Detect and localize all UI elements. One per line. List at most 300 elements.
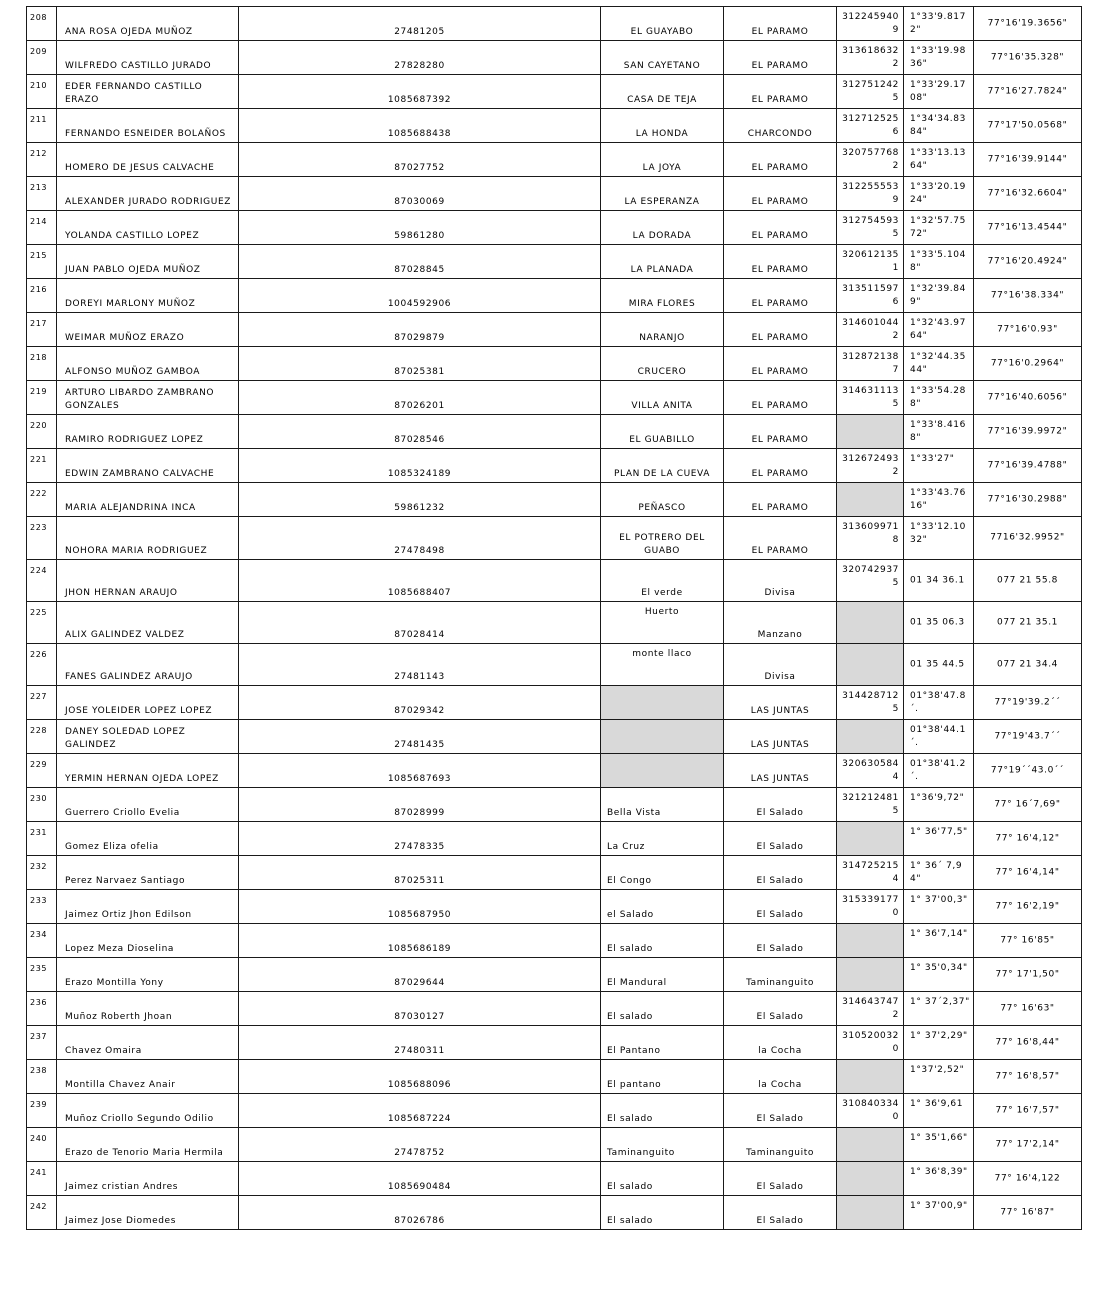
latitude-cell [904,788,974,822]
telefono-cell-text: 3122459409 [842,12,899,35]
vereda-cell-text: MIRA FLORES [628,299,696,309]
latitude-cell-text: 01 34 36.1 [910,575,965,585]
name-cell [57,1162,239,1196]
row-number-text: 215 [30,251,48,260]
latitude-cell [904,313,974,347]
longitude-cell-text: 77°16'13.4544" [987,222,1068,232]
longitude-cell-text: 77°16'39.4788" [987,460,1068,470]
latitude-cell-text: 1°33'19.9836" [910,46,966,69]
latitude-cell [904,7,974,41]
name-cell [57,177,239,211]
latitude-cell-text: 1° 35'0,34" [910,963,968,973]
vereda-cell [601,483,724,517]
id-number-cell [239,177,601,211]
id-number-cell [239,109,601,143]
municipio-cell [724,1060,837,1094]
name-cell [57,1196,239,1230]
municipio-cell-text: EL PARAMO [751,503,809,513]
row-number-text: 220 [30,421,48,430]
telefono-cell-text: 3105200320 [842,1031,899,1054]
telefono-cell-text: 3122555539 [842,182,899,205]
id-number-cell-text: 1085324189 [387,469,452,479]
municipio-cell-text: EL PARAMO [751,61,809,71]
table-row [27,381,1082,415]
name-cell [57,381,239,415]
longitude-cell [974,279,1082,313]
municipio-cell-text: la Cocha [758,1080,802,1090]
latitude-cell-text: 1°33'8.4168" [910,420,966,443]
longitude-cell-text: 7716'32.9952" [990,532,1065,543]
municipio-cell [724,788,837,822]
row-number [27,686,57,720]
municipio-cell-text: EL PARAMO [751,197,809,207]
latitude-cell [904,279,974,313]
name-cell-text: Lopez Meza Dioselina [65,944,174,954]
name-cell-text: HOMERO DE JESUS CALVACHE [65,163,215,173]
id-number-cell [239,560,601,602]
row-number-text: 208 [30,13,48,22]
latitude-cell-text: 1° 35'1,66" [910,1133,968,1143]
row-number [27,992,57,1026]
id-number-cell-text: 1085687693 [387,774,452,784]
telefono-cell-text: 3128721387 [842,352,899,375]
municipio-cell [724,992,837,1026]
longitude-cell [974,483,1082,517]
municipio-cell [724,41,837,75]
row-number [27,720,57,754]
row-number-text: 222 [30,489,48,498]
vereda-cell [601,245,724,279]
municipio-cell-text: Taminanguito [746,1148,814,1158]
table-row [27,958,1082,992]
id-number-cell-text: 87030069 [394,197,445,207]
longitude-cell-text: 77° 16'2,19" [995,901,1060,911]
vereda-cell [601,381,724,415]
row-number-text: 219 [30,387,48,396]
municipio-cell [724,483,837,517]
id-number-cell-text: 87025311 [394,876,445,886]
longitude-cell-text: 77° 16'8,44" [995,1037,1060,1047]
latitude-cell [904,517,974,560]
municipio-cell [724,517,837,560]
row-number-text: 211 [30,115,48,124]
name-cell [57,41,239,75]
latitude-cell-text: 1°33'5.1048" [910,250,966,273]
latitude-cell [904,890,974,924]
longitude-cell-text: 77° 16'63" [1000,1003,1055,1013]
vereda-cell [601,788,724,822]
name-cell-text: ALFONSO MUÑOZ GAMBOA [65,367,201,377]
latitude-cell-text: 1°32'43.9764" [910,318,966,341]
id-number-cell-text: 87029879 [394,333,445,343]
vereda-cell-text: El Mandural [607,978,667,988]
longitude-cell [974,347,1082,381]
name-cell-text: Perez Narvaez Santiago [65,876,186,886]
latitude-cell-text: 1°33'43.7616" [910,488,966,511]
municipio-cell [724,754,837,788]
telefono-cell-text: 3146437472 [842,997,899,1020]
name-cell-text: ANA ROSA OJEDA MUÑOZ [65,27,193,37]
latitude-cell-text: 1° 36'77,5" [910,827,968,837]
latitude-cell [904,177,974,211]
table-row [27,1196,1082,1230]
telefono-cell-text: 3206121351 [842,250,899,273]
table-row [27,1162,1082,1196]
row-number [27,109,57,143]
telefono-cell-text: 3144287125 [842,691,899,714]
row-number-text: 224 [30,566,48,575]
table-row [27,686,1082,720]
table-row [27,517,1082,560]
latitude-cell-text: 1°32'57.7572" [910,216,966,239]
id-number-cell-text: 27828280 [394,61,445,71]
municipio-cell [724,686,837,720]
table-row [27,313,1082,347]
id-number-cell-text: 87027752 [394,163,445,173]
latitude-cell [904,347,974,381]
name-cell [57,602,239,644]
table-row [27,279,1082,313]
municipio-cell [724,1196,837,1230]
id-number-cell-text: 87029342 [394,706,445,716]
name-cell [57,992,239,1026]
vereda-cell [601,517,724,560]
latitude-cell [904,41,974,75]
id-number-cell [239,1162,601,1196]
row-number-text: 239 [30,1100,48,1109]
id-number-cell-text: 87029644 [394,978,445,988]
beneficiaries-table [26,6,1082,1230]
row-number [27,75,57,109]
municipio-cell-text: EL PARAMO [751,163,809,173]
longitude-cell [974,602,1082,644]
latitude-cell-text: 1° 37'00,3" [910,895,968,905]
row-number-text: 212 [30,149,48,158]
row-number-text: 227 [30,692,48,701]
vereda-cell-text: monte llaco [632,649,692,659]
telefono-cell [837,381,904,415]
vereda-cell [601,41,724,75]
name-cell-text: DOREYI MARLONY MUÑOZ [65,299,196,309]
latitude-cell-text: 1° 36'8,39" [910,1167,968,1177]
longitude-cell-text: 77°19'43.7´´ [994,731,1061,741]
latitude-cell-text: 1°32'39.849" [910,284,966,307]
name-cell-text: ARTURO LIBARDO ZAMBRANO GONZALES [65,388,215,411]
table-row [27,560,1082,602]
longitude-cell-text: 77° 16'7,57" [995,1105,1060,1115]
vereda-cell-text: PEÑASCO [638,503,686,513]
vereda-cell [601,1026,724,1060]
id-number-cell [239,483,601,517]
longitude-cell-text: 77°19´´43.0´´ [990,765,1065,775]
telefono-cell [837,245,904,279]
id-number-cell-text: 87028845 [394,265,445,275]
vereda-cell [601,856,724,890]
vereda-cell-text: SAN CAYETANO [623,61,701,71]
name-cell-text: RAMIRO RODRIGUEZ LOPEZ [65,435,204,445]
telefono-cell-text: 3127545935 [842,216,899,239]
name-cell-text: JHON HERNAN ARAUJO [65,588,178,598]
municipio-cell [724,75,837,109]
vereda-cell-text: LA PLANADA [630,265,694,275]
telefono-cell [837,143,904,177]
name-cell-text: Erazo de Tenorio Maria Hermila [65,1148,224,1158]
table-row [27,754,1082,788]
name-cell [57,822,239,856]
name-cell-text: Gomez Eliza ofelia [65,842,159,852]
name-cell [57,415,239,449]
name-cell-text: NOHORA MARIA RODRIGUEZ [65,546,208,556]
telefono-cell-text: 3136186322 [842,46,899,69]
id-number-cell-text: 87026786 [394,1216,445,1226]
row-number [27,602,57,644]
municipio-cell-text: Manzano [757,630,803,640]
id-number-cell [239,41,601,75]
telefono-cell [837,211,904,245]
row-number [27,1162,57,1196]
table-row [27,602,1082,644]
table-row [27,41,1082,75]
municipio-cell [724,856,837,890]
municipio-cell [724,560,837,602]
name-cell [57,1026,239,1060]
id-number-cell [239,1128,601,1162]
telefono-cell [837,720,904,754]
latitude-cell [904,644,974,686]
telefono-cell [837,415,904,449]
row-number [27,924,57,958]
municipio-cell [724,177,837,211]
telefono-cell [837,788,904,822]
municipio-cell [724,313,837,347]
latitude-cell-text: 1° 36'9,61 [910,1099,964,1109]
municipio-cell-text: LAS JUNTAS [750,706,810,716]
municipio-cell [724,245,837,279]
id-number-cell [239,279,601,313]
row-number-text: 228 [30,726,48,735]
longitude-cell-text: 77°16'32.6604" [987,188,1068,198]
row-number-text: 226 [30,650,48,659]
latitude-cell [904,483,974,517]
table-row [27,75,1082,109]
row-number [27,313,57,347]
telefono-cell [837,75,904,109]
name-cell-text: ALIX GALINDEZ VALDEZ [65,630,185,640]
latitude-cell-text: 01°38'41.2´. [910,759,966,782]
name-cell [57,1128,239,1162]
row-number [27,958,57,992]
telefono-cell [837,890,904,924]
row-number-text: 214 [30,217,48,226]
table-row [27,788,1082,822]
name-cell [57,754,239,788]
vereda-cell-text: VILLA ANITA [631,401,693,411]
telefono-cell-text: 3127512425 [842,80,899,103]
telefono-cell [837,483,904,517]
name-cell [57,644,239,686]
vereda-cell-text: NARANJO [639,333,685,343]
longitude-cell-text: 77°16'40.6056" [987,392,1068,402]
id-number-cell-text: 87028546 [394,435,445,445]
vereda-cell [601,686,724,720]
latitude-cell-text: 1°33'54.288" [910,386,966,409]
row-number-text: 234 [30,930,48,939]
municipio-cell [724,890,837,924]
id-number-cell [239,856,601,890]
longitude-cell [974,958,1082,992]
municipio-cell [724,109,837,143]
id-number-cell-text: 87028414 [394,630,445,640]
telefono-cell-text: 3146311135 [842,386,899,409]
row-number [27,245,57,279]
vereda-cell-text: El salado [607,944,653,954]
longitude-cell [974,992,1082,1026]
latitude-cell [904,924,974,958]
name-cell [57,109,239,143]
name-cell [57,245,239,279]
id-number-cell [239,992,601,1026]
municipio-cell [724,602,837,644]
id-number-cell-text: 1085688438 [387,129,452,139]
row-number [27,560,57,602]
municipio-cell [724,279,837,313]
vereda-cell-text: CRUCERO [637,367,687,377]
telefono-cell-text: 3207577682 [842,148,899,171]
row-number-text: 213 [30,183,48,192]
longitude-cell [974,1060,1082,1094]
name-cell-text: DANEY SOLEDAD LOPEZ GALINDEZ [65,727,186,750]
longitude-cell-text: 77°16'27.7824" [987,86,1068,96]
longitude-cell-text: 77° 16'4,12" [995,833,1060,843]
vereda-cell [601,279,724,313]
municipio-cell-text: El Salado [756,1012,804,1022]
latitude-cell [904,856,974,890]
telefono-cell [837,1128,904,1162]
name-cell-text: WILFREDO CASTILLO JURADO [65,61,212,71]
latitude-cell [904,686,974,720]
telefono-cell [837,822,904,856]
name-cell [57,279,239,313]
latitude-cell [904,143,974,177]
longitude-cell [974,1026,1082,1060]
vereda-cell-text: El verde [641,588,683,598]
table-row [27,245,1082,279]
row-number [27,347,57,381]
id-number-cell [239,449,601,483]
id-number-cell [239,381,601,415]
row-number-text: 242 [30,1202,48,1211]
table-row [27,449,1082,483]
table-row [27,720,1082,754]
municipio-cell-text: El Salado [756,1114,804,1124]
longitude-cell [974,517,1082,560]
longitude-cell [974,177,1082,211]
latitude-cell [904,381,974,415]
longitude-cell [974,1094,1082,1128]
row-number-text: 240 [30,1134,48,1143]
vereda-cell [601,7,724,41]
latitude-cell-text: 1°34'34.8384" [910,114,966,137]
vereda-cell [601,644,724,686]
telefono-cell-text: 3127125256 [842,114,899,137]
longitude-cell-text: 77°16'30.2988" [987,494,1068,504]
telefono-cell [837,992,904,1026]
telefono-cell [837,517,904,560]
longitude-cell [974,560,1082,602]
row-number-text: 238 [30,1066,48,1075]
municipio-cell-text: El Salado [756,876,804,886]
table-row [27,1094,1082,1128]
telefono-cell [837,856,904,890]
municipio-cell [724,211,837,245]
longitude-cell [974,644,1082,686]
row-number-text: 225 [30,608,48,617]
vereda-cell-text: Bella Vista [607,808,661,818]
municipio-cell-text: El Salado [756,944,804,954]
name-cell-text: Jaimez Ortiz Jhon Edilson [65,910,192,920]
name-cell-text: Jaimez Jose Diomedes [65,1216,176,1226]
longitude-cell [974,890,1082,924]
latitude-cell-text: 1° 37'2,29" [910,1031,968,1041]
latitude-cell-text: 1° 37´2,37" [910,997,970,1007]
vereda-cell-text: LA HONDA [635,129,689,139]
name-cell [57,75,239,109]
municipio-cell-text: EL PARAMO [751,333,809,343]
municipio-cell-text: CHARCONDO [747,129,813,139]
latitude-cell-text: 1°33'9.8172" [910,12,966,35]
telefono-cell-text: 3146010442 [842,318,899,341]
telefono-cell [837,347,904,381]
longitude-cell-text: 77° 16'4,122 [994,1173,1061,1183]
municipio-cell [724,381,837,415]
telefono-cell [837,109,904,143]
longitude-cell-text: 77°19'39.2´´ [994,697,1061,707]
name-cell-text: FANES GALINDEZ ARAUJO [65,672,193,682]
telefono-cell-text: 3153391770 [842,895,899,918]
longitude-cell-text: 77° 16´7,69" [994,799,1061,809]
id-number-cell-text: 59861280 [394,231,445,241]
row-number [27,1128,57,1162]
vereda-cell-text: El salado [607,1216,653,1226]
name-cell [57,958,239,992]
latitude-cell-text: 01°38'47.8´. [910,691,966,714]
vereda-cell-text: El Pantano [607,1046,661,1056]
row-number [27,1060,57,1094]
name-cell [57,347,239,381]
row-number-text: 229 [30,760,48,769]
row-number [27,381,57,415]
row-number [27,1026,57,1060]
municipio-cell [724,924,837,958]
table-row [27,483,1082,517]
vereda-cell-text: PLAN DE LA CUEVA [613,469,710,479]
name-cell [57,560,239,602]
longitude-cell [974,245,1082,279]
vereda-cell-text: EL POTRERO DEL GUABO [619,533,705,556]
longitude-cell-text: 077 21 34.4 [997,659,1058,669]
municipio-cell [724,347,837,381]
latitude-cell-text: 1°32'44.3544" [910,352,966,375]
name-cell [57,7,239,41]
municipio-cell-text: El Salado [756,1216,804,1226]
row-number [27,7,57,41]
id-number-cell-text: 27478752 [394,1148,445,1158]
municipio-cell-text: LAS JUNTAS [750,774,810,784]
id-number-cell [239,415,601,449]
row-number [27,483,57,517]
table-row [27,143,1082,177]
name-cell-text: Muñoz Roberth Jhoan [65,1012,173,1022]
